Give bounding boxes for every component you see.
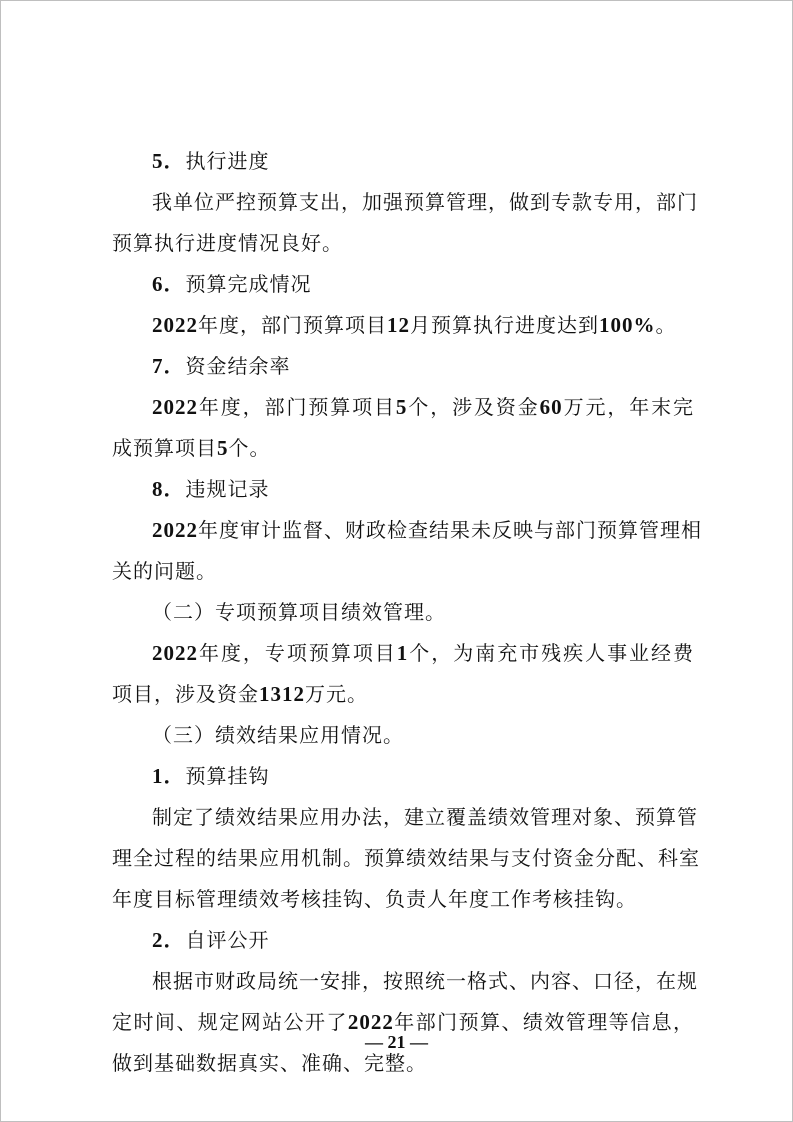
paragraph-line: 根据市财政局统一安排，按照统一格式、内容、口径，在规 [152,969,698,993]
paragraph-line: 成预算项目5个。 [112,436,271,460]
paragraph-line: 理全过程的结果应用机制。预算绩效结果与支付资金分配、科室 [112,846,700,870]
paragraph-line: 年度目标管理绩效考核挂钩、负责人年度工作考核挂钩。 [112,887,637,911]
paragraph-line: 定时间、规定网站公开了2022年部门预算、绩效管理等信息， [112,1010,695,1034]
paragraph-line: 2022年度审计监督、财政检查结果未反映与部门预算管理相 [152,518,702,542]
paragraph-line: 2022年度，部门预算项目12月预算执行进度达到100%。 [152,313,677,337]
document-body [112,141,702,1084]
paragraph-line: 制定了绩效结果应用办法，建立覆盖绩效管理对象、预算管 [152,805,698,829]
heading-violation-record: 8．违规记录 [152,477,270,501]
heading-execution-progress: 5．执行进度 [152,149,270,173]
paragraph-line: 2022年度，部门预算项目5个，涉及资金60万元，年末完 [152,395,695,419]
paragraph-line: 我单位严控预算支出，加强预算管理，做到专款专用，部门 [152,190,698,214]
heading-budget-linkage: 1．预算挂钩 [152,764,270,788]
heading-budget-completion: 6．预算完成情况 [152,272,312,296]
paragraph-line: 做到基础数据真实、准确、完整。 [112,1051,427,1075]
heading-fund-balance-rate: 7．资金结余率 [152,354,291,378]
paragraph-line: 项目，涉及资金1312万元。 [112,682,368,706]
subsection-heading-performance-results: （三）绩效结果应用情况。 [152,723,404,747]
paragraph-line: 预算执行进度情况良好。 [112,231,343,255]
heading-self-evaluation-disclosure: 2．自评公开 [152,928,270,952]
page-number: — 21 — [365,1032,428,1052]
paragraph-line: 关的问题。 [112,559,217,583]
paragraph-line: 2022年度，专项预算项目1个，为南充市残疾人事业经费 [152,641,695,665]
subsection-heading-special-budget: （二）专项预算项目绩效管理。 [152,600,446,624]
